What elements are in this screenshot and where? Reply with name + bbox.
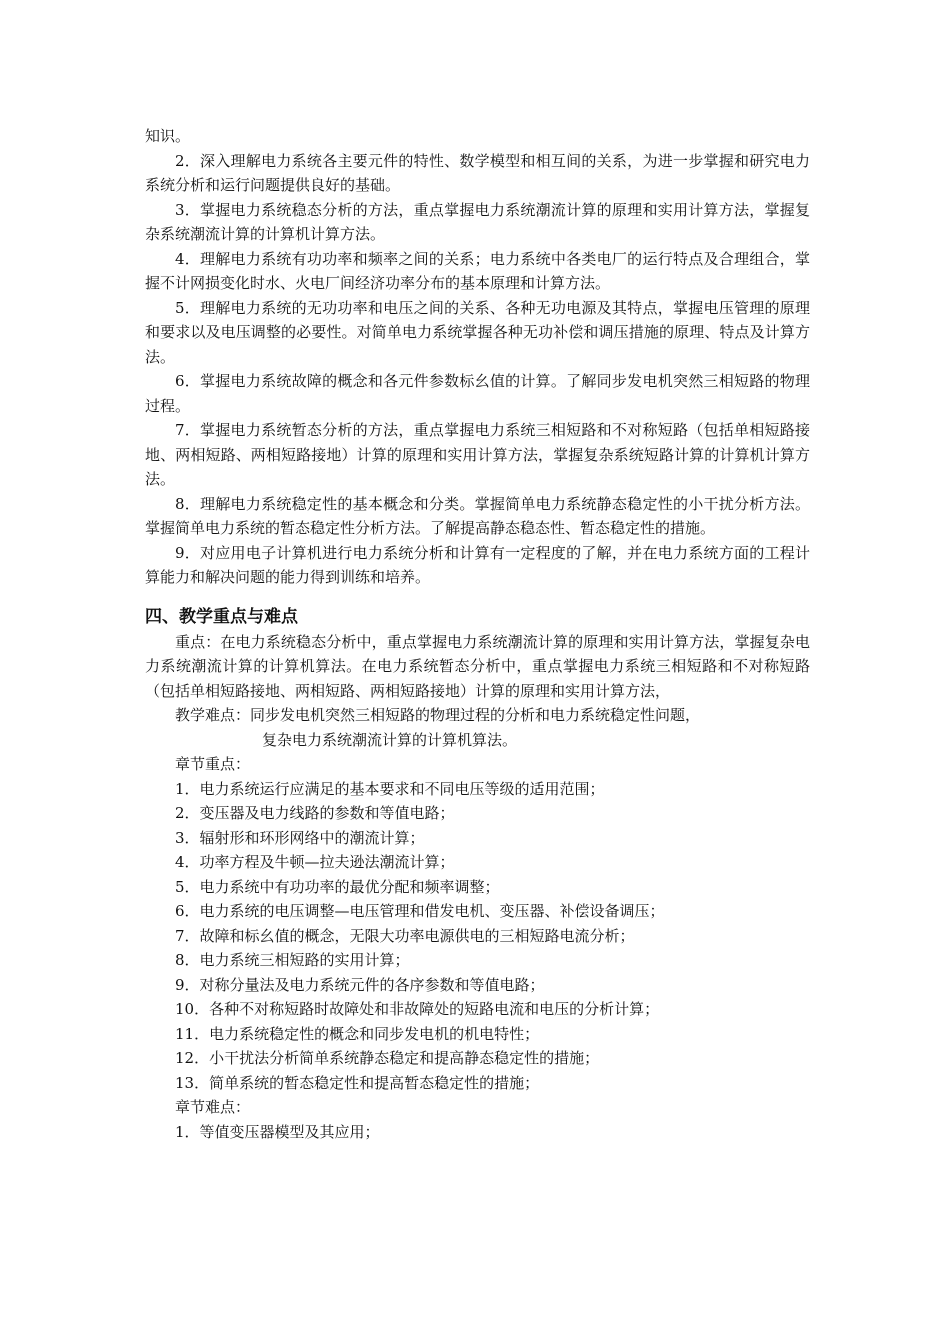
objective-7: 7．掌握电力系统暂态分析的方法，重点掌握电力系统三相短路和不对称短路（包括单相短路接地、两相短路、两相短路接地）计算的原理和实用计算方法，掌握复杂系统短路计算的计算机计算方法。 — [145, 421, 810, 488]
difficulty-line-2: 复杂电力系统潮流计算的计算机算法。 — [262, 730, 518, 749]
list-item: 3．辐射形和环形网络中的潮流计算； — [175, 828, 425, 847]
list-item: 6．电力系统的电压调整—电压管理和借发电机、变压器、补偿设备调压； — [175, 902, 665, 920]
list-item: 11．电力系统稳定性的概念和同步发电机的机电特性； — [175, 1024, 540, 1043]
objective-2: 2．深入理解电力系统各主要元件的特性、数学模型和相互间的关系，为进一步掌握和研究电力系统分析和运行问题提供良好的基础。 — [145, 151, 810, 194]
list-item: 5．电力系统中有功功率的最优分配和频率调整； — [175, 877, 500, 896]
list-item: 13．简单系统的暂态稳定性和提高暂态稳定性的措施； — [175, 1073, 540, 1092]
list-item: 1．电力系统运行应满足的基本要求和不同电压等级的适用范围； — [175, 779, 605, 798]
section-heading: 四、教学重点与难点 — [145, 606, 298, 627]
objective-4: 4．理解电力系统有功功率和频率之间的关系；电力系统中各类电厂的运行特点及合理组合，掌握不计网损变化时水、火电厂间经济功率分布的基本原理和计算方法。 — [145, 249, 810, 292]
objective-3: 3．掌握电力系统稳态分析的方法，重点掌握电力系统潮流计算的原理和实用计算方法，掌握复杂系统潮流计算的计算机计算方法。 — [145, 200, 810, 243]
list-item: 9．对称分量法及电力系统元件的各序参数和等值电路； — [175, 975, 545, 994]
document-body — [145, 124, 810, 1144]
key-points-paragraph: 重点：在电力系统稳态分析中，重点掌握电力系统潮流计算的原理和实用计算方法，掌握复杂电力系统潮流计算的计算机算法。在电力系统暂态分析中，重点掌握电力系统三相短路和不对称短路（包括单相短路接地、两相短路、两相短路接地）计算的原理和实用计算方法， — [145, 632, 810, 700]
chapter-key-label: 章节重点： — [175, 755, 251, 773]
difficulty-line-1: 教学难点：同步发电机突然三相短路的物理过程的分析和电力系统稳定性问题， — [175, 706, 701, 724]
paragraph-continuation: 知识。 — [145, 127, 191, 145]
list-item: 7．故障和标幺值的概念，无限大功率电源供电的三相短路电流分析； — [175, 926, 635, 945]
chapter-difficulty-label: 章节难点： — [175, 1098, 251, 1116]
list-item: 8．电力系统三相短路的实用计算； — [175, 951, 410, 969]
list-item: 10．各种不对称短路时故障处和非故障处的短路电流和电压的分析计算； — [175, 1000, 660, 1018]
objective-9: 9．对应用电子计算机进行电力系统分析和计算有一定程度的了解，并在电力系统方面的工程计算能力和解决问题的能力得到训练和培养。 — [145, 543, 810, 586]
list-item: 12．小干扰法分析简单系统静态稳定和提高静态稳定性的措施； — [175, 1049, 600, 1067]
objective-5: 5．理解电力系统的无功功率和电压之间的关系、各种无功电源及其特点，掌握电压管理的原理和要求以及电压调整的必要性。对简单电力系统掌握各种无功补偿和调压措施的原理、特点及计算方法。 — [145, 298, 810, 366]
objective-8: 8．理解电力系统稳定性的基本概念和分类。掌握简单电力系统静态稳定性的小干扰分析方法。掌握简单电力系统的暂态稳定性分析方法。了解提高静态稳态性、暂态稳定性的措施。 — [145, 494, 810, 537]
list-item: 4．功率方程及牛顿—拉夫逊法潮流计算； — [175, 853, 455, 871]
list-item: 1．等值变压器模型及其应用； — [175, 1122, 380, 1141]
list-item: 2．变压器及电力线路的参数和等值电路； — [175, 804, 455, 822]
objective-6: 6．掌握电力系统故障的概念和各元件参数标幺值的计算。了解同步发电机突然三相短路的物理过程。 — [145, 372, 810, 415]
